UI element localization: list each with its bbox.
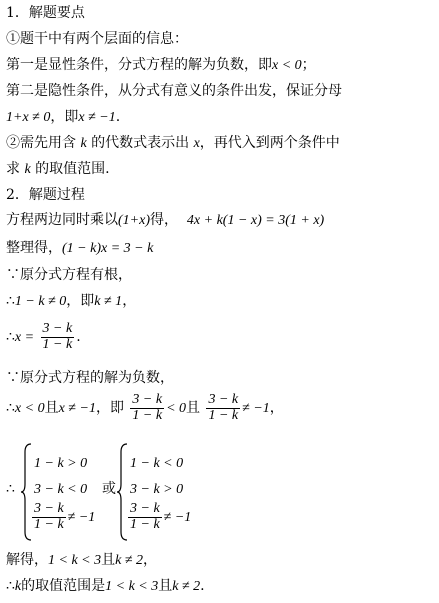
system-2-row-3: $\frac{3 - k}{1 - k}$ ≠ −1 (130, 501, 192, 532)
s2-line-3: ∵原分式方程有根， (6, 267, 132, 283)
section-1-title: 1．解题要点 (6, 5, 85, 21)
s1-line-2: 第一是显性条件，分式方程的解为负数，即x < 0； (6, 57, 316, 73)
s2-line-8: 解得，1 < k < 3且k ≠ 2， (6, 552, 158, 568)
s2-line-4: ∴1 − k ≠ 0，即k ≠ 1， (6, 293, 137, 309)
section-2-title: 2．解题过程 (6, 187, 85, 203)
fraction-3k-over-1k: $\frac{3 - k}{1 - k}$ (34, 501, 64, 532)
fraction-3k-over-1k: $\frac{3 - k}{1 - k}$ (130, 501, 160, 532)
s1-line-1: ①题干中有两个层面的信息： (6, 31, 188, 47)
fraction-3k-over-1k: $\frac{3 - k}{1 - k}$ (132, 392, 163, 423)
fraction-3k-over-1k: $\frac{3 - k}{1 - k}$ (208, 392, 239, 423)
s1-line-3: 第二是隐性条件，从分式有意义的条件出发，保证分母 (6, 83, 342, 99)
s2-line-1: 方程两边同时乘以(1+x)得， 4x + k(1 − x) = 3(1 + x) (6, 212, 325, 228)
system-2-row-1: 1 − k < 0 (130, 456, 184, 471)
system-1-row-3: $\frac{3 - k}{1 - k}$ ≠ −1 (34, 501, 96, 532)
s1-line-5: ②需先用含 k 的代数式表示出 x，再代入到两个条件中 (6, 135, 340, 151)
system-1-row-1: 1 − k > 0 (34, 456, 88, 471)
therefore-symbol: ∴ (6, 481, 15, 497)
s2-line-5: ∴x = $\frac{3 - k}{1 - k}$ . (6, 321, 81, 352)
s1-line-4: 1+x ≠ 0，即x ≠ −1. (6, 109, 121, 125)
s2-line-9: ∴k的取值范围是1 < k < 3且k ≠ 2. (6, 578, 205, 594)
s1-line-6: 求 k 的取值范围. (6, 161, 110, 177)
system-1-row-2: 3 − k < 0 (34, 482, 88, 497)
or-label: 或 (102, 481, 116, 497)
system-2-row-2: 3 − k > 0 (130, 482, 184, 497)
s2-line-6: ∵原分式方程的解为负数， (6, 370, 174, 386)
s2-line-2: 整理得，(1 − k)x = 3 − k (6, 240, 154, 256)
s2-line-7: ∴x < 0且x ≠ −1，即 $\frac{3 - k}{1 - k}$ < 0且 $\frac{3 - k}{1 - k}$ ≠ −1， (6, 392, 284, 423)
fraction-3k-over-1k: $\frac{3 - k}{1 - k}$ (42, 321, 73, 352)
